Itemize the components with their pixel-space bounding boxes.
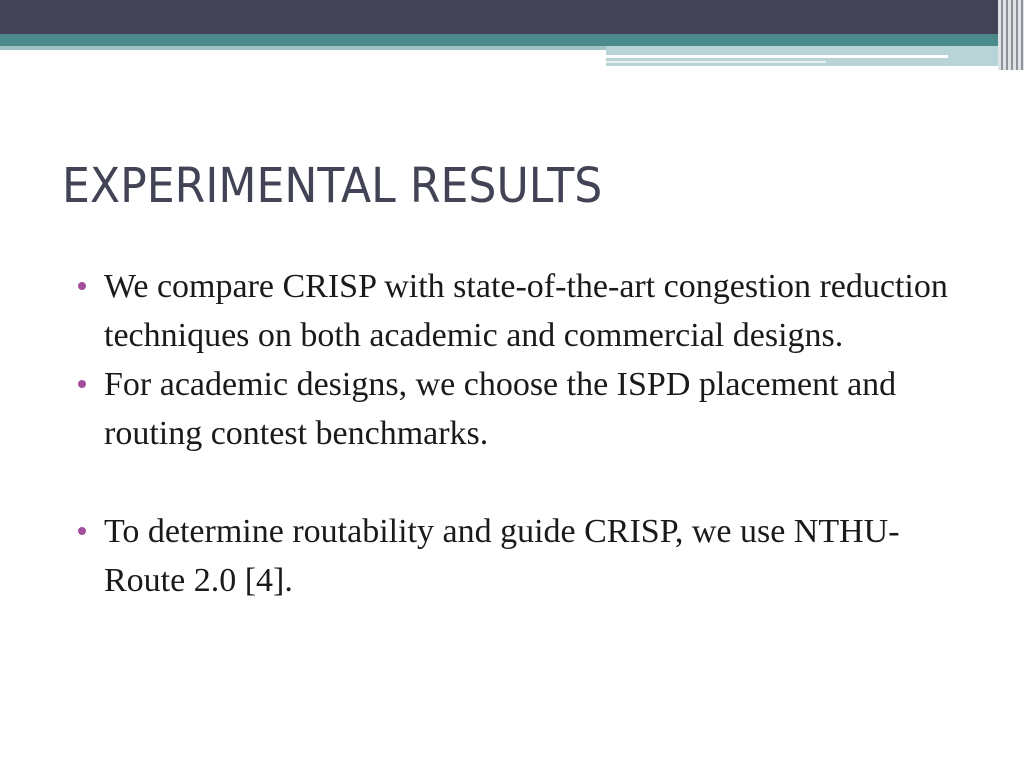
slide-title: EXPERIMENTAL RESULTS: [62, 158, 603, 214]
bullet-list: [74, 262, 954, 605]
bullet-text: For academic designs, we choose the ISPD placement and routing contest benchmarks.: [104, 366, 897, 452]
bullet-text: To determine routability and guide CRISP, we use NTHU-Route 2.0 [4].: [104, 513, 900, 599]
bullet-text: We compare CRISP with state-of-the-art congestion reduction techniques on both academic and commercial designs.: [104, 268, 948, 354]
bullet-dot-icon: [78, 380, 86, 388]
header-accent-line: [606, 55, 948, 58]
header-accent-line-secondary: [606, 61, 826, 63]
bullet-item: [74, 262, 954, 360]
header-bar-dark: [0, 0, 1024, 34]
bullet-item: [74, 507, 954, 605]
header-stripes: [998, 0, 1024, 70]
bullet-dot-icon: [78, 282, 86, 290]
header-bar-teal: [0, 34, 1000, 46]
header-bar-light-left: [0, 46, 606, 50]
bullet-item: [74, 360, 954, 458]
bullet-dot-icon: [78, 527, 86, 535]
